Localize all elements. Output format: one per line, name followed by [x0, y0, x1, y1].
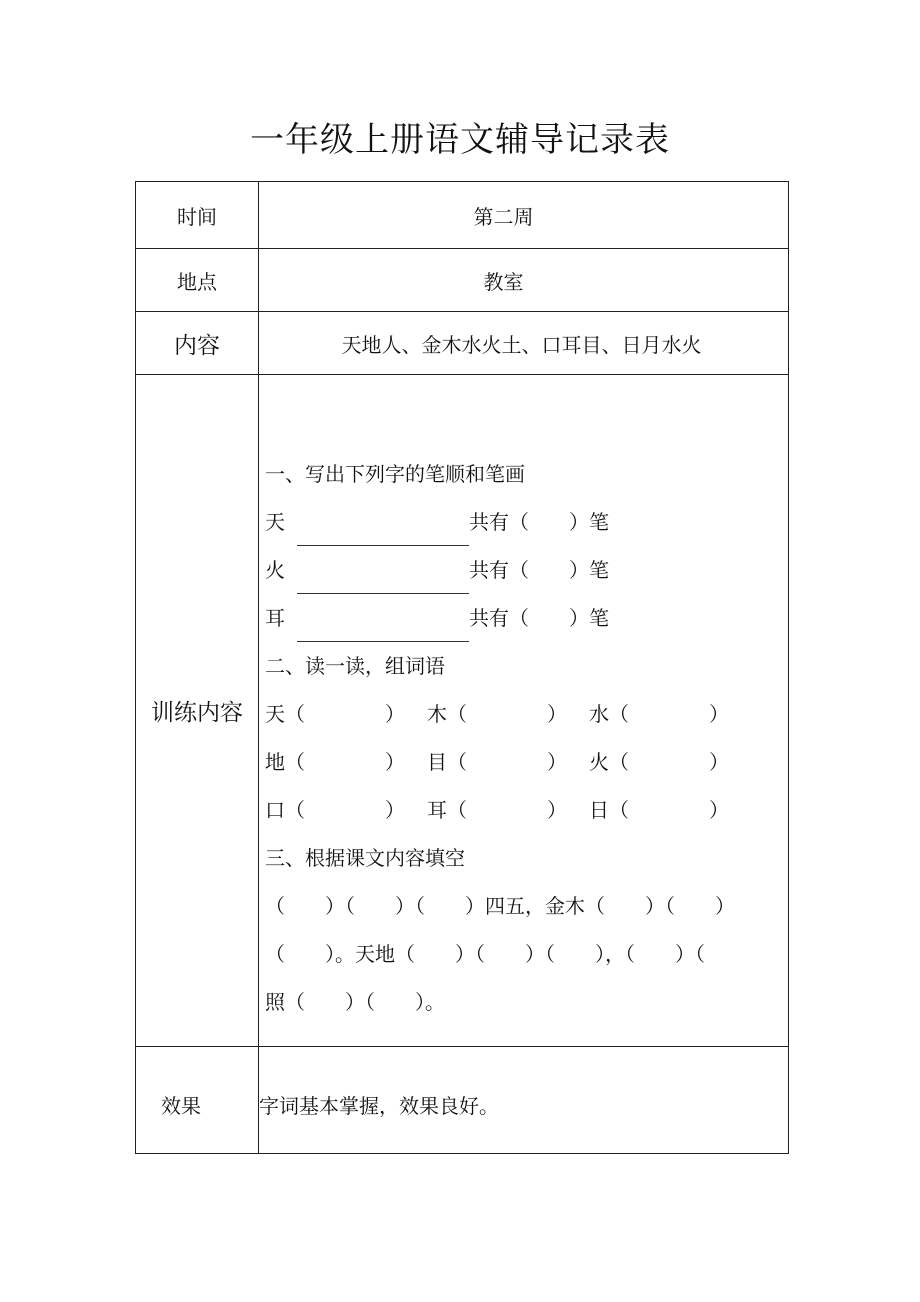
stroke-char: 火 [265, 557, 285, 582]
fill-line: （ ）。天地（ ）（ ）（ ），（ ）（ [265, 941, 705, 966]
write-blank[interactable] [297, 563, 469, 594]
content-label: 内容 [136, 312, 259, 375]
word-item: 木（ ） [427, 701, 567, 726]
word-item: 天（ ） [265, 701, 405, 726]
effect-value-cell [259, 1047, 789, 1154]
section2-heading: 二、读一读，组词语 [265, 653, 445, 678]
place-label: 地点 [136, 249, 259, 312]
row-place [136, 249, 789, 312]
effect-value: 字词基本掌握，效果良好。 [259, 1093, 499, 1118]
effect-label: 效果 [161, 1093, 201, 1118]
word-item: 耳（ ） [427, 797, 567, 822]
stroke-suffix: 共有（ ）笔 [469, 557, 609, 582]
stroke-char: 耳 [265, 605, 285, 630]
stroke-item [265, 594, 788, 642]
training-cell [259, 375, 789, 1047]
stroke-suffix: 共有（ ）笔 [469, 605, 609, 630]
word-row [265, 690, 788, 738]
write-blank[interactable] [297, 611, 469, 642]
effect-label-cell [136, 1047, 259, 1154]
time-value: 第二周 [473, 204, 534, 229]
fill-line: 照（ ）（ ）。 [265, 989, 445, 1014]
row-time [136, 182, 789, 249]
word-item: 日（ ） [589, 797, 729, 822]
word-item: 水（ ） [589, 701, 729, 726]
place-value: 教室 [483, 269, 524, 294]
word-row [265, 738, 788, 786]
page-title: 一年级上册语文辅导记录表 [250, 120, 670, 160]
word-item: 目（ ） [427, 749, 567, 774]
record-table [135, 181, 789, 1154]
section1-heading: 一、写出下列字的笔顺和笔画 [265, 461, 525, 486]
time-value-cell [259, 182, 789, 249]
stroke-item [265, 498, 788, 546]
word-item: 地（ ） [265, 749, 405, 774]
word-item: 口（ ） [265, 797, 405, 822]
write-blank[interactable] [297, 515, 469, 546]
row-content [136, 312, 789, 375]
content-value-cell [259, 312, 789, 375]
place-value-cell [259, 249, 789, 312]
row-effect [136, 1047, 789, 1154]
time-label: 时间 [136, 182, 259, 249]
stroke-suffix: 共有（ ）笔 [469, 509, 609, 534]
content-value: 天地人、金木水火土、口耳目、日月水火 [341, 332, 702, 357]
section3-heading: 三、根据课文内容填空 [265, 845, 465, 870]
stroke-char: 天 [265, 509, 285, 534]
word-row [265, 786, 788, 834]
word-item: 火（ ） [589, 749, 729, 774]
fill-line: （ ）（ ）（ ）四五，金木（ ）（ ） [265, 893, 735, 918]
row-training [136, 375, 789, 1047]
stroke-item [265, 546, 788, 594]
training-label: 训练内容 [136, 375, 259, 1047]
